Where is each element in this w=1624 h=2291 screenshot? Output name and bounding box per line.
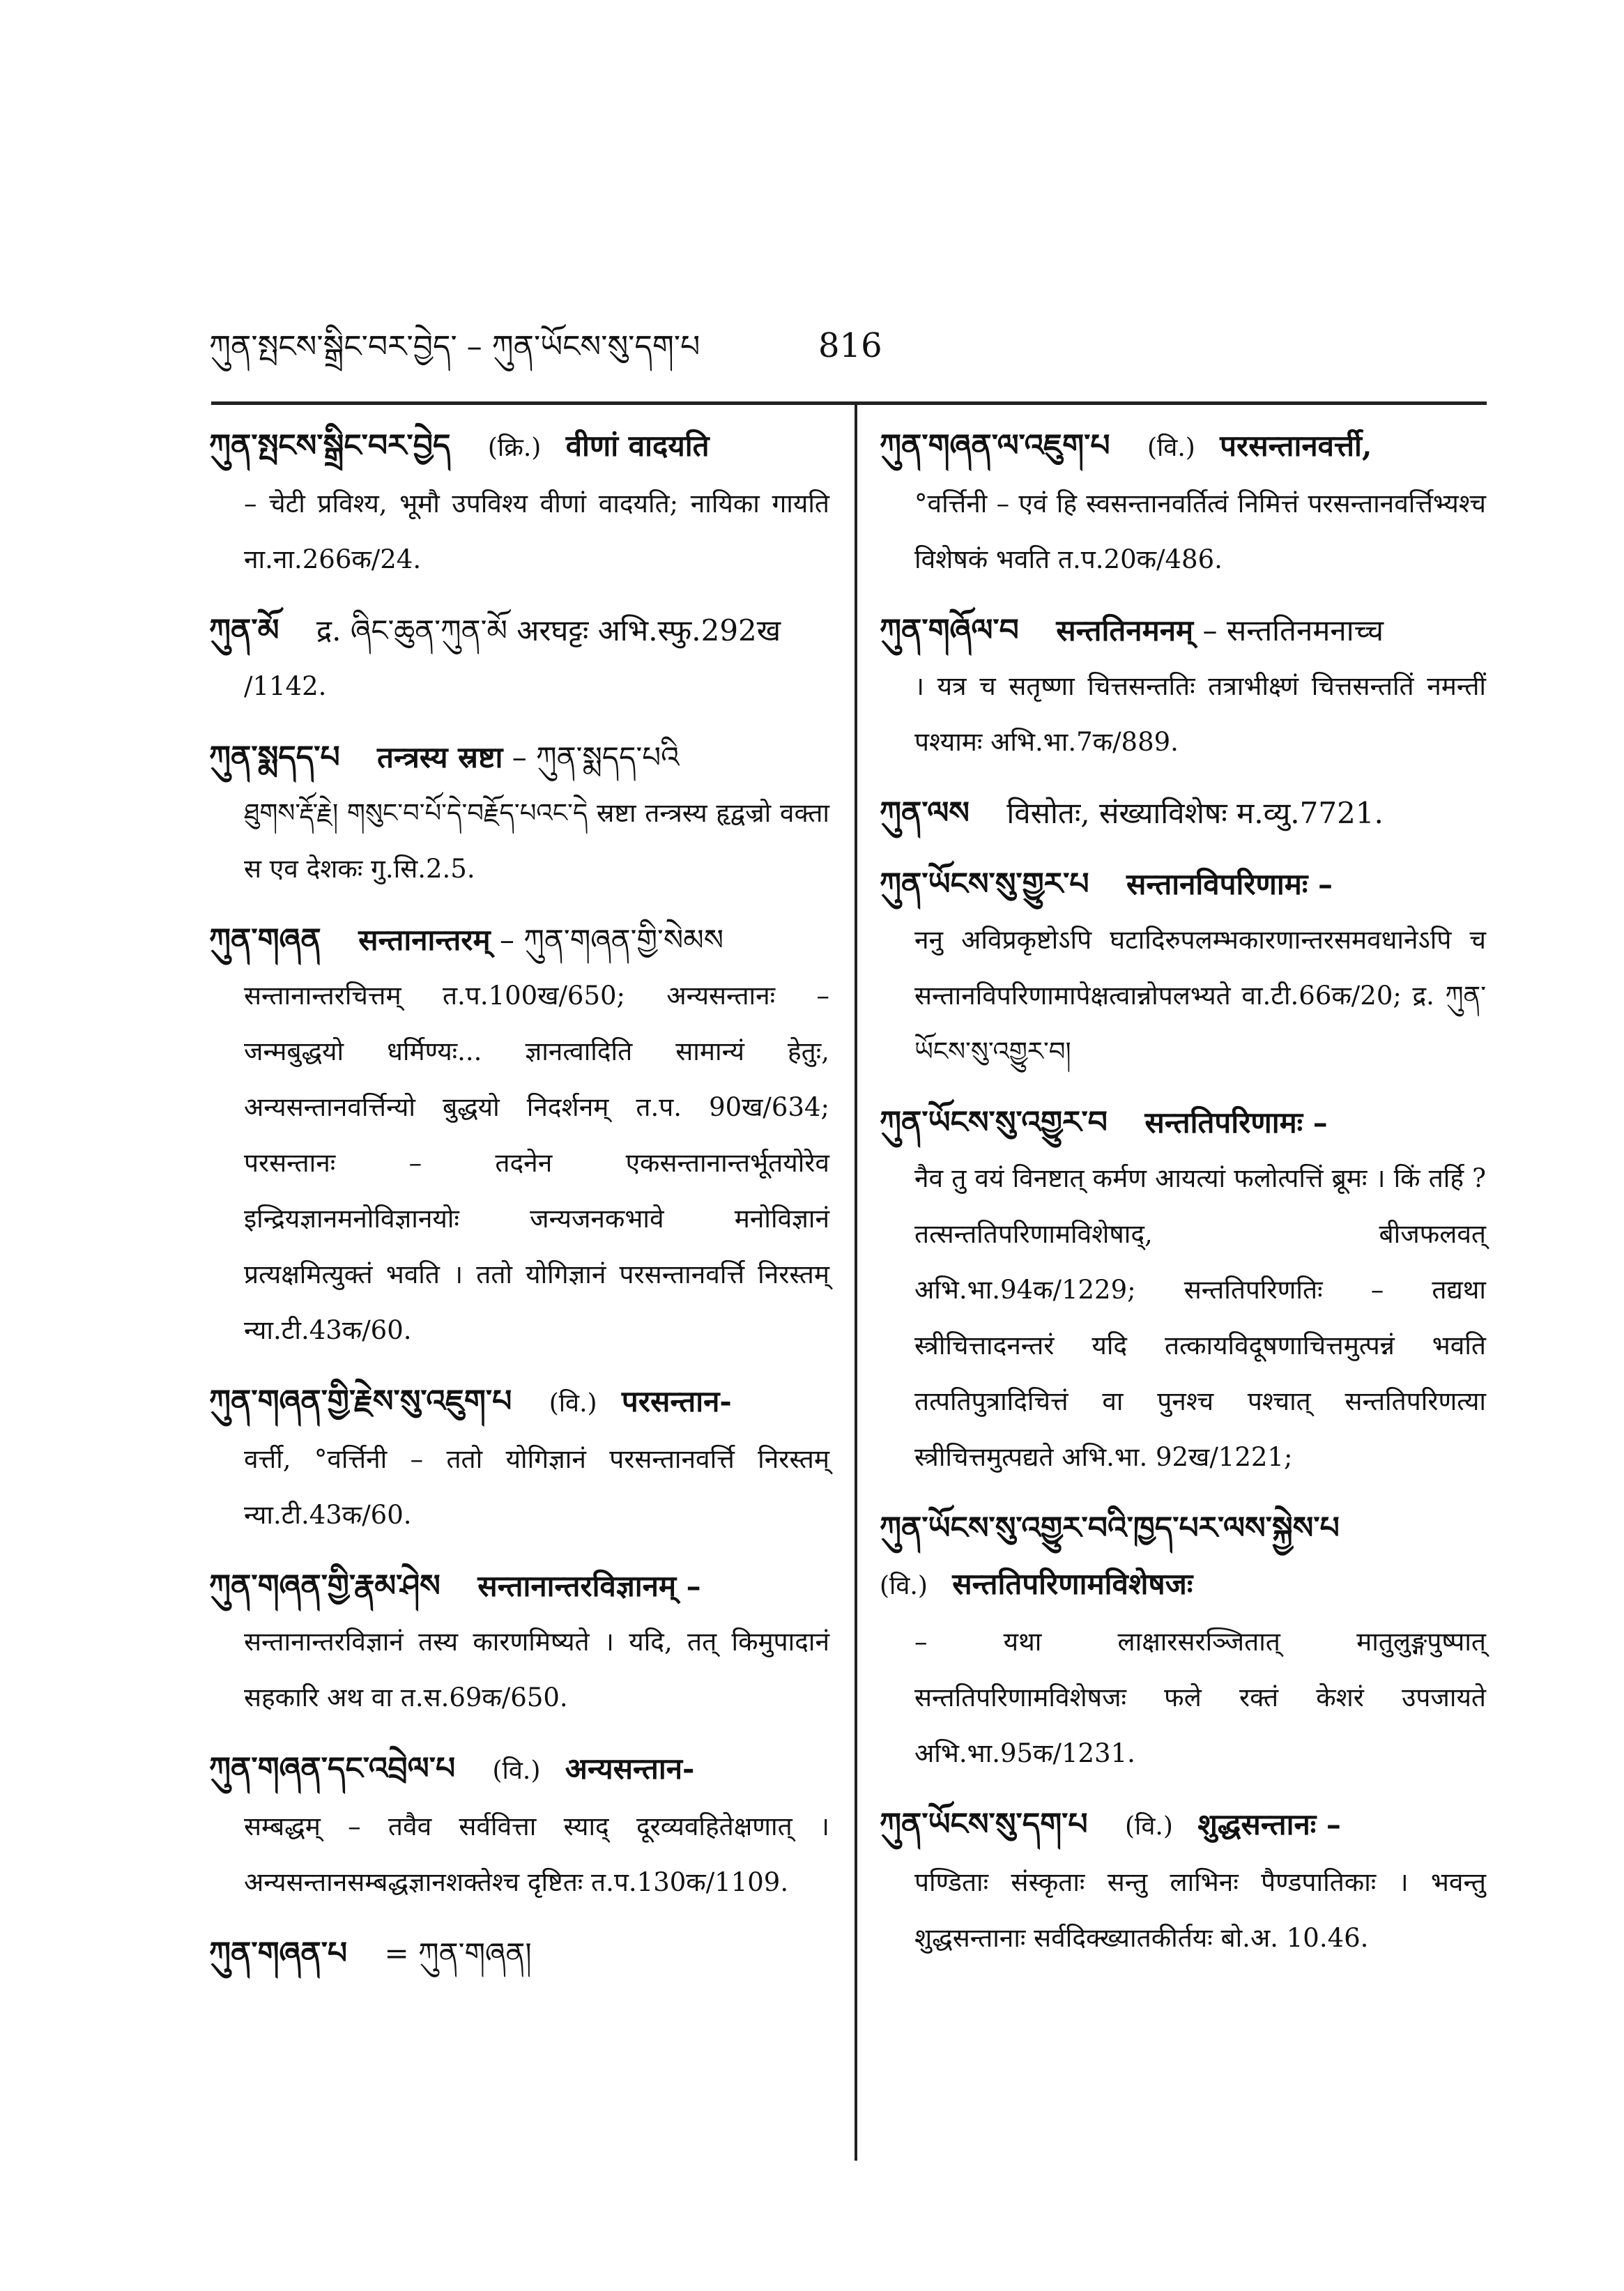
entry-inline-text: – ཀུན་གཞན་གྱི་སེམས	[499, 923, 724, 957]
entry-body: पण्डिताः संस्कृताः सन्तु लाभिनः पैण्डपातिकाः । भवन्तु शुद्धसन्तानाः सर्वदिक्ख्यातकीर्तयः बो.अ. 10.46.	[914, 1867, 1486, 1953]
tibetan-headword: ཀུན་གཞན་གྱི་རྣམ་ཤེས	[209, 1568, 441, 1604]
guide-words: ཀུན་སྤངས་སྒྲིང་བར་བྱེད་ – ཀུན་ཡོངས་སུ་དག་པ	[209, 329, 700, 365]
dictionary-entry	[209, 1374, 829, 1543]
grammar-label: (वि.)	[1125, 1812, 1173, 1841]
entry-headline	[209, 418, 829, 476]
tibetan-headword: ཀུན་སྨདད་པ	[209, 740, 340, 775]
dictionary-entry	[209, 603, 829, 714]
dictionary-entry	[209, 418, 829, 588]
entry-headline	[209, 1926, 829, 1982]
entry-body: – यथा लाक्षारसरञ्जितात् मातुलुङ्गपुष्पात् सन्ततिपरिणामविशेषजः फले रक्तं केशरं उपजायते अभि.भा.95क/1231.	[914, 1627, 1486, 1768]
entry-headline	[209, 1741, 829, 1799]
dictionary-entry	[880, 786, 1486, 841]
header-rule	[211, 401, 1487, 405]
page-number: 816	[818, 326, 882, 365]
sanskrit-term: परसन्तानवर्त्ती,	[1220, 429, 1372, 463]
dictionary-entry	[209, 1558, 829, 1726]
tibetan-headword: ཀུན་གཞོལ་བ	[880, 613, 1019, 648]
entry-headline	[209, 603, 829, 659]
sanskrit-term: सन्तानान्तरम्	[358, 923, 491, 957]
tibetan-headword: ཀུན་མོ	[209, 613, 279, 648]
dictionary-entry	[209, 912, 829, 1358]
tibetan-headword: ཀུན་ཡོངས་སུ་འགྱུར་བའི་ཁྱད་པར་ལས་སྐྱེས་པ	[880, 1510, 1340, 1546]
sanskrit-term: वीणां वादयति	[565, 429, 710, 463]
entry-headline	[209, 1558, 829, 1614]
entry-inline-text: = ཀུན་གཞན།	[384, 1936, 532, 1970]
grammar-label: (वि.)	[492, 1756, 541, 1785]
sanskrit-term: शुद्धसन्तानः –	[1197, 1807, 1341, 1841]
dictionary-entry	[209, 1741, 829, 1910]
column-divider	[855, 404, 857, 2161]
grammar-label: (क्रि.)	[487, 434, 542, 462]
entry-headline	[880, 603, 1486, 659]
sanskrit-term: परसन्तान-	[621, 1384, 732, 1418]
sanskrit-term: सन्ततिनमनम्	[1056, 613, 1194, 648]
entry-headline	[209, 1374, 829, 1432]
dictionary-entry	[880, 603, 1486, 770]
entry-inline-text: द्र. ཞིང་ཆུན་ཀུན་མོ अरघट्टः अभि.स्फु.292ख	[316, 613, 781, 648]
entry-body: सम्बद्धम् – तवैव सर्ववित्ता स्याद् दूरव्यवहितेक्षणात् । अन्यसन्तानसम्बद्धज्ञानशक्तेश्च दृष्टितः त.प.130क/1109.	[244, 1811, 829, 1897]
dictionary-entry	[880, 1095, 1486, 1485]
entry-inline-text: – ཀུན་སྨདད་པའི	[512, 740, 680, 774]
tibetan-headword: ཀུན་གཞན་ལ་འཇུག་པ	[880, 428, 1110, 463]
sanskrit-term: सन्ततिपरिणामविशेषजः	[952, 1567, 1193, 1601]
tibetan-headword: ཀུན་ཡོངས་སུ་དག་པ	[880, 1807, 1088, 1842]
entry-headline	[209, 912, 829, 968]
entry-headline	[880, 418, 1486, 476]
tibetan-headword: ཀུན་གཞན	[209, 922, 321, 958]
page-header	[209, 312, 1115, 399]
entry-body: नैव तु वयं विनष्टात् कर्मण आयत्यां फलोत्पत्तिं ब्रूमः । किं तर्हि ? तत्सन्ततिपरिणामविशेषाद्, बीजफलवत् अभि.भा.94क/1229; सन्ततिपरिणतिः – तद्यथा स्त्रीचित्तादनन्तरं यदि तत्कायविदूषणाचित्तमुत्पन्नं भवति तत्पतिपुत्रादिचित्तं वा पुनश्च पश्चात् सन्ततिपरिणत्या स्त्रीचित्तमुत्पद्यते अभि.भा. 92ख/1221;	[914, 1163, 1486, 1472]
entry-inline-text: विसोतः, संख्याविशेषः म.व्यु.7721.	[1006, 796, 1384, 830]
sanskrit-term: अन्यसन्तान-	[565, 1752, 695, 1786]
entry-body: – चेटी प्रविश्य, भूमौ उपविश्य वीणां वादयति; नायिका गायति ना.ना.266क/24.	[244, 489, 829, 574]
dictionary-entry	[880, 857, 1486, 1080]
sanskrit-term: सन्ततिपरिणामः –	[1144, 1105, 1328, 1140]
tibetan-headword: ཀུན་ཡོངས་སུ་འགྱུར་བ	[880, 1105, 1108, 1140]
dictionary-entry	[880, 418, 1486, 588]
entry-headline	[880, 1095, 1486, 1151]
grammar-label: (वि.)	[880, 1572, 928, 1600]
tibetan-headword: ཀུན་ཡོངས་སུ་གྱུར་པ	[880, 866, 1089, 902]
left-column	[209, 418, 829, 1997]
dictionary-entry	[880, 1797, 1486, 1966]
entry-headline	[880, 786, 1486, 841]
entry-headline	[209, 730, 829, 786]
entry-body: । यत्र च सतृष्णा चित्तसन्ततिः तत्राभीक्ष्णं चित्तसन्ततिं नमन्तीं पश्यामः अभि.भा.7क/889.	[914, 671, 1486, 757]
dictionary-entry	[209, 1926, 829, 1982]
entry-body: सन्तानान्तरचित्तम् त.प.100ख/650; अन्यसन्तानः – जन्मबुद्धयो धर्मिण्यः... ज्ञानत्वादिति सामान्यं हेतुः, अन्यसन्तानवर्त्तिन्यो बुद्धयो निदर्शनम् त.प. 90ख/634; परसन्तानः – तदनेन एकसन्तानान्तर्भूतयोरेव इन्द्रियज्ञानमनोविज्ञानयोः जन्यजनकभावे मनोविज्ञानं प्रत्यक्षमित्युक्तं भवति । ततो योगिज्ञानं परसन्तानवर्त्ति निरस्तम् न्या.टी.43क/60.	[244, 981, 829, 1345]
entry-body: °वर्त्तिनी – एवं हि स्वसन्तानवर्तित्वं निमित्तं परसन्तानवर्त्तिभ्यश्च विशेषकं भवति त.प.20क/486.	[914, 489, 1486, 574]
tibetan-headword: ཀུན་ལས	[880, 795, 970, 831]
right-column	[880, 418, 1486, 1982]
tibetan-headword: ཀུན་གཞན་གྱི་རྗེས་སུ་འཇུག་པ	[209, 1384, 512, 1419]
entry-headline	[880, 1501, 1486, 1556]
entry-body: सन्तानान्तरविज्ञानं तस्य कारणमिष्यते । यदि, तत् किमुपादानं सहकारि अथ वा त.स.69क/650.	[244, 1627, 829, 1712]
grammar-label: (वि.)	[1147, 434, 1195, 462]
grammar-label: (वि.)	[549, 1389, 597, 1418]
entry-headline	[880, 1797, 1486, 1855]
dictionary-entry	[209, 730, 829, 897]
entry-body: ननु अविप्रकृष्टोऽपि घटादिरुपलम्भकारणान्तरसमवधानेऽपि च सन्तानविपरिणामापेक्षत्वान्नोपलभ्यते वा.टी.66क/20; द्र. ཀུན་ཡོངས་སུ་འགྱུར་བ།	[914, 925, 1486, 1066]
entry-subline	[880, 1556, 1486, 1614]
entry-body: ཐུགས་རྡོ་རྗེ། གསུང་བ་པོ་དེ་བརྗོད་པའང་དེ स्रष्टा तन्त्रस्य हृद्वज्रो वक्ता स एव देशकः गु.सि.2.5.	[244, 798, 829, 884]
sanskrit-term: सन्तानान्तरविज्ञानम् –	[477, 1569, 701, 1603]
entry-body: वर्त्ती, °वर्त्तिनी – ततो योगिज्ञानं परसन्तानवर्त्ति निरस्तम् न्या.टी.43क/60.	[244, 1444, 829, 1530]
entry-inline-text: – सन्ततिनमनाच्च	[1202, 613, 1384, 648]
tibetan-headword: ཀུན་གཞན་པ	[209, 1936, 348, 1971]
tibetan-headword: ཀུན་གཞན་དང་འབྲེལ་པ	[209, 1751, 456, 1786]
entry-body: /1142.	[244, 671, 327, 701]
sanskrit-term: तन्त्रस्य स्रष्टा	[377, 740, 503, 774]
dictionary-entry	[880, 1501, 1486, 1782]
entry-headline	[880, 857, 1486, 912]
tibetan-headword: ཀུན་སྤངས་སྒྲིང་བར་བྱེད	[209, 428, 451, 463]
sanskrit-term: सन्तानविपरिणामः –	[1126, 867, 1333, 901]
